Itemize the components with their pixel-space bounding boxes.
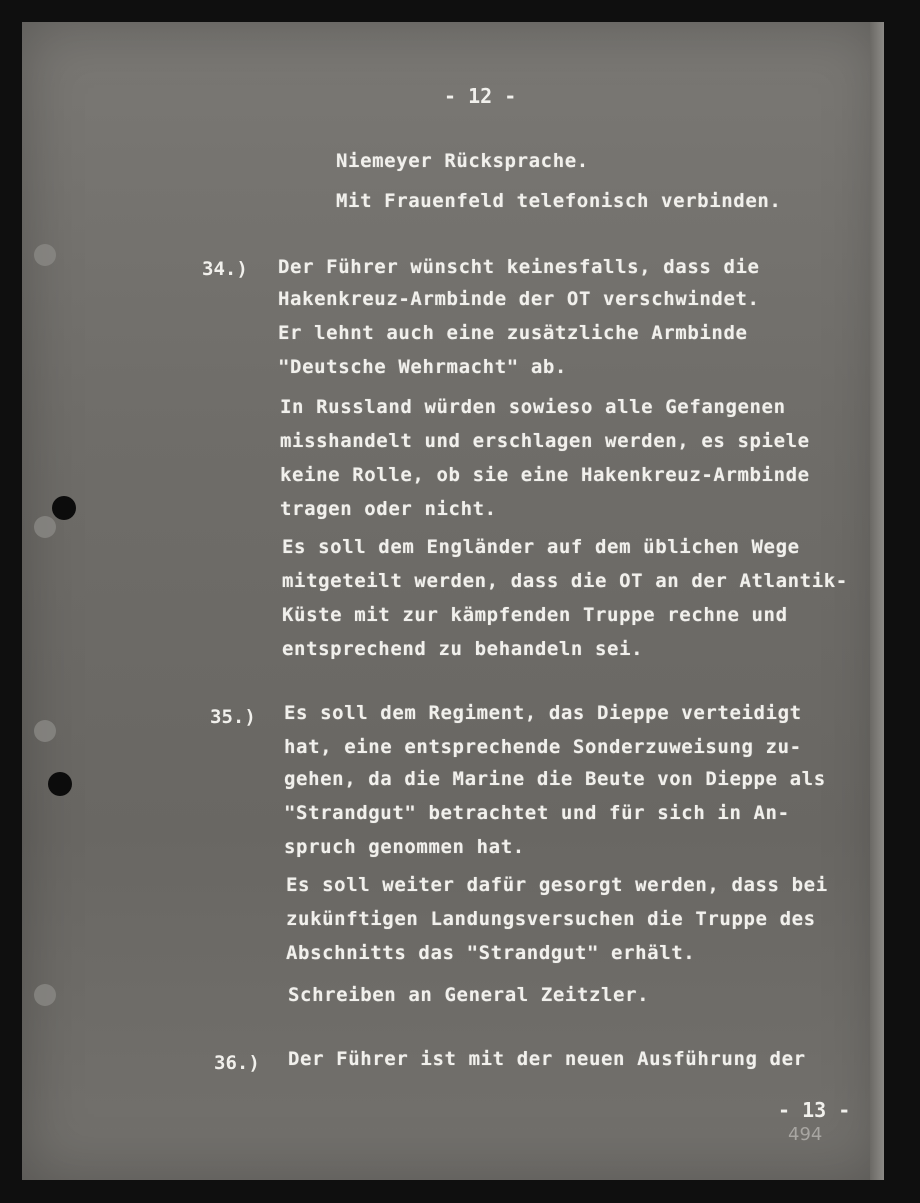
item-line: Hakenkreuz-Armbinde der OT verschwindet.	[278, 288, 760, 310]
item-line: Küste mit zur kämpfenden Truppe rechne und	[282, 604, 788, 626]
item-line: Der Führer ist mit der neuen Ausführung der	[288, 1048, 806, 1070]
item-line: keine Rolle, ob sie eine Hakenkreuz-Armbinde	[280, 464, 810, 486]
punch-hole-faint	[34, 516, 56, 538]
item-line: tragen oder nicht.	[280, 498, 497, 520]
item-line: Es soll weiter dafür gesorgt werden, dass bei	[286, 874, 828, 896]
next-page-number: - 13 -	[778, 1098, 851, 1122]
item-number: 34.)	[202, 258, 248, 280]
intro-line: Mit Frauenfeld telefonisch verbinden.	[336, 190, 782, 212]
item-line: spruch genommen hat.	[284, 836, 525, 858]
punch-hole-faint	[34, 244, 56, 266]
item-line: zukünftigen Landungsversuchen die Truppe des	[286, 908, 816, 930]
page-number: - 12 -	[444, 84, 517, 108]
item-line: misshandelt und erschlagen werden, es spiele	[280, 430, 810, 452]
item-line: Er lehnt auch eine zusätzliche Armbinde	[278, 322, 748, 344]
item-line: Es soll dem Engländer auf dem üblichen Wege	[282, 536, 800, 558]
item-line: Der Führer wünscht keinesfalls, dass die	[278, 256, 760, 278]
item-line: In Russland würden sowieso alle Gefangenen	[280, 396, 786, 418]
item-line: mitgeteilt werden, dass die OT an der Atlantik-	[282, 570, 848, 592]
item-line: "Deutsche Wehrmacht" ab.	[278, 356, 567, 378]
item-line: Es soll dem Regiment, das Dieppe verteidigt	[284, 702, 802, 724]
item-line: Abschnitts das "Strandgut" erhält.	[286, 942, 696, 964]
punch-hole	[52, 496, 76, 520]
item-line: gehen, da die Marine die Beute von Dieppe als	[284, 768, 826, 790]
punch-hole-faint	[34, 720, 56, 742]
item-line: Schreiben an General Zeitzler.	[288, 984, 650, 1006]
item-number: 35.)	[210, 706, 256, 728]
item-line: hat, eine entsprechende Sonderzuweisung zu-	[284, 736, 802, 758]
archive-number: 494	[788, 1124, 823, 1145]
item-line: "Strandgut" betrachtet und für sich in An-	[284, 802, 790, 824]
punch-hole	[48, 772, 72, 796]
intro-line: Niemeyer Rücksprache.	[336, 150, 589, 172]
item-line: entsprechend zu behandeln sei.	[282, 638, 644, 660]
item-number: 36.)	[214, 1052, 260, 1074]
sheet-edge	[870, 22, 884, 1180]
punch-hole-faint	[34, 984, 56, 1006]
